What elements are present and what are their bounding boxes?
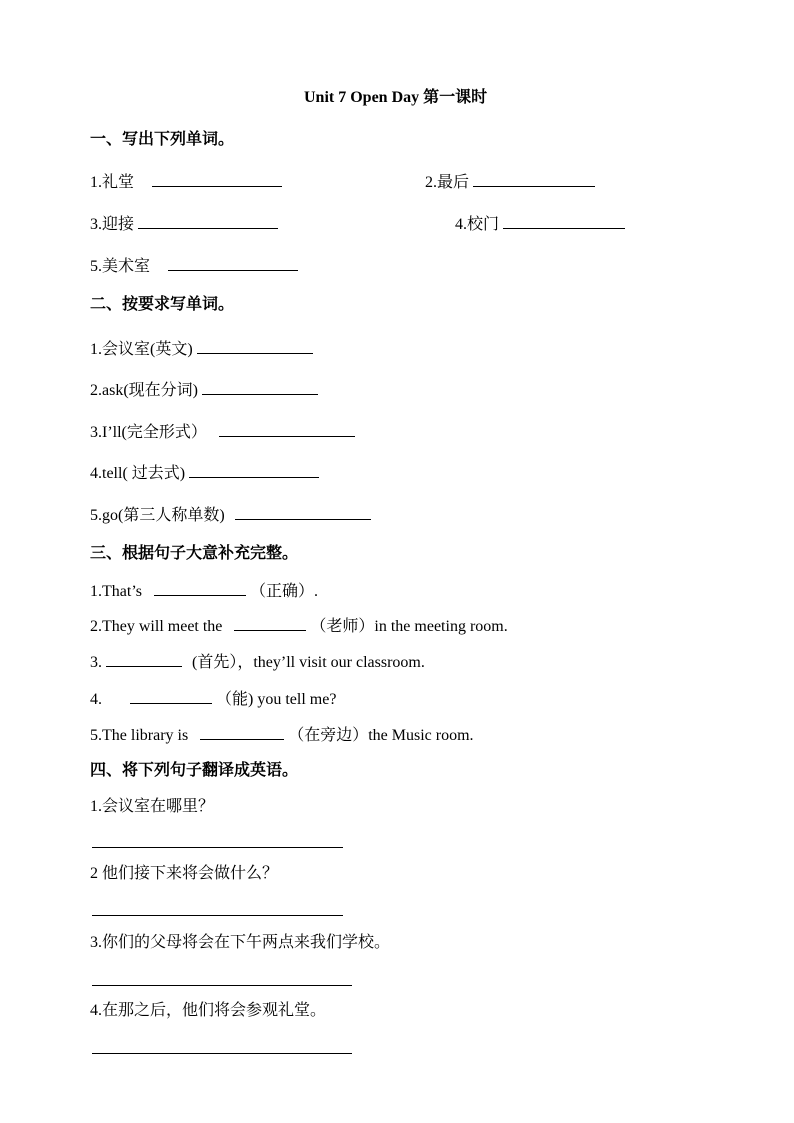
s4-item-3-answer-line[interactable] (92, 985, 352, 986)
s4-item-1: 1.会议室在哪里？ (90, 798, 215, 815)
s3-item-5-blank[interactable] (200, 724, 284, 740)
s3-item-3-text: 3. (90, 654, 102, 671)
s3-item-1-text: 1.That’s (90, 583, 142, 600)
s2-item-2-blank[interactable] (202, 379, 318, 395)
s1-item-3-label: 3.迎接 (90, 216, 135, 233)
s3-item-2-hint: （老师）in the meeting room. (310, 618, 508, 635)
section-4-heading: 四、将下列句子翻译成英语。 (90, 762, 299, 779)
s4-item-3: 3.你们的父母将会在下午两点来我们学校。 (90, 934, 391, 951)
s3-item-3 (90, 651, 425, 673)
s1-item-2-blank[interactable] (473, 171, 595, 187)
s1-item-1-label: 1.礼堂 (90, 174, 135, 191)
s2-item-1-blank[interactable] (197, 338, 313, 354)
s2-item-2 (90, 379, 318, 401)
s2-item-3 (90, 421, 355, 443)
s3-item-1-hint: （正确）. (250, 583, 319, 600)
s3-item-1 (90, 580, 318, 602)
s1-item-5-label: 5.美术室 (90, 258, 151, 275)
s4-item-2: 2 他们接下来将会做什么？ (90, 865, 279, 882)
s1-item-4-blank[interactable] (503, 213, 625, 229)
s1-item-2-label: 2.最后 (425, 174, 470, 191)
section-2-heading: 二、按要求写单词。 (90, 296, 235, 313)
s3-item-2 (90, 615, 508, 637)
s1-item-3 (90, 213, 278, 235)
s1-item-3-blank[interactable] (138, 213, 278, 229)
s3-item-3-hint: (首先），they’ll visit our classroom. (192, 654, 425, 671)
s2-item-4 (90, 462, 319, 484)
s2-item-5-blank[interactable] (235, 504, 371, 520)
s2-item-5-label: 5.go(第三人称单数) (90, 507, 225, 524)
s3-item-4-blank[interactable] (130, 688, 212, 704)
s3-item-3-blank[interactable] (106, 651, 182, 667)
s1-item-1-blank[interactable] (152, 171, 282, 187)
s3-item-2-blank[interactable] (234, 615, 306, 631)
s1-item-4 (455, 213, 625, 235)
s3-item-4-hint: （能) you tell me? (216, 691, 337, 708)
section-1-heading: 一、写出下列单词。 (90, 131, 235, 148)
s3-item-4-text: 4. (90, 691, 102, 708)
s4-item-4: 4.在那之后，他们将会参观礼堂。 (90, 1002, 327, 1019)
s3-item-1-blank[interactable] (154, 580, 246, 596)
section-3-heading: 三、根据句子大意补充完整。 (90, 545, 299, 562)
s2-item-3-label: 3.I’ll(完全形式） (90, 424, 207, 441)
page-title: Unit 7 Open Day 第一课时 (304, 89, 488, 106)
s2-item-3-blank[interactable] (219, 421, 355, 437)
s4-item-4-answer-line[interactable] (92, 1053, 352, 1054)
s3-item-2-text: 2.They will meet the (90, 618, 223, 635)
s1-item-5-blank[interactable] (168, 255, 298, 271)
s2-item-4-blank[interactable] (189, 462, 319, 478)
s2-item-4-label: 4.tell( 过去式) (90, 465, 186, 482)
s3-item-5-text: 5.The library is (90, 727, 189, 744)
s3-item-4 (90, 688, 336, 710)
s4-item-2-answer-line[interactable] (92, 915, 343, 916)
s1-item-4-label: 4.校门 (455, 216, 500, 233)
s2-item-2-label: 2.ask(现在分词) (90, 382, 198, 399)
s2-item-5 (90, 504, 371, 526)
s1-item-1 (90, 171, 282, 193)
s3-item-5-hint: （在旁边）the Music room. (288, 727, 474, 744)
s4-item-1-answer-line[interactable] (92, 847, 343, 848)
s2-item-1 (90, 338, 313, 360)
s2-item-1-label: 1.会议室(英文) (90, 341, 193, 358)
s3-item-5 (90, 724, 474, 746)
s1-item-2 (425, 171, 595, 193)
s1-item-5 (90, 255, 298, 277)
